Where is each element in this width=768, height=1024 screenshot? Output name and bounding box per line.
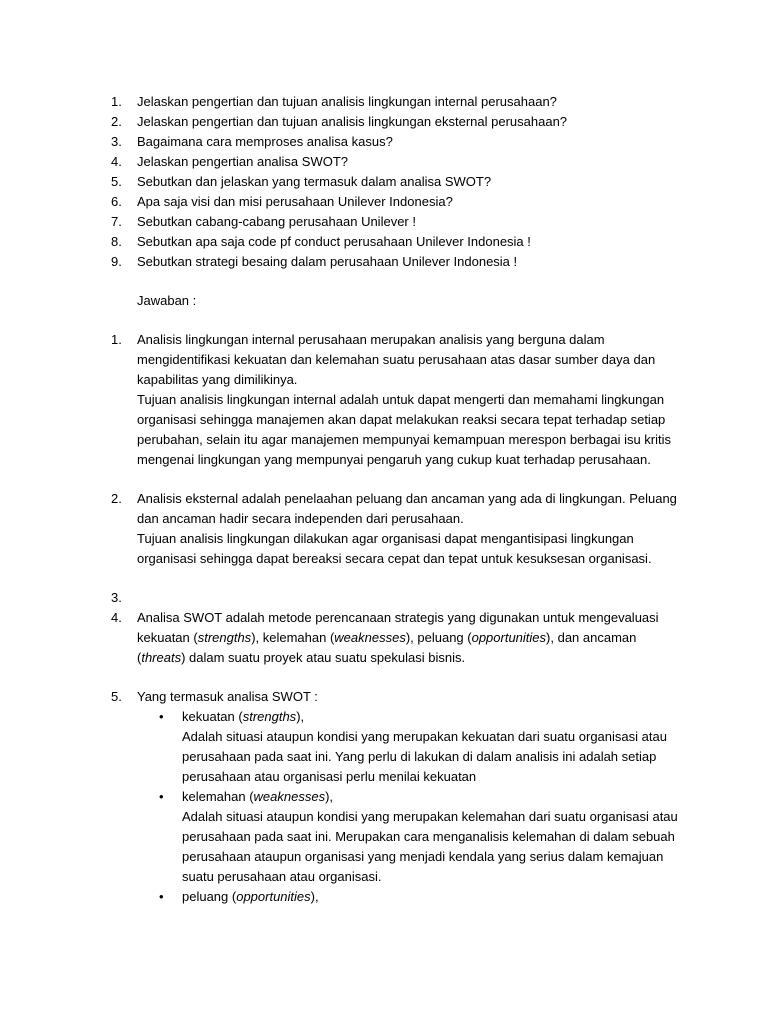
answer-paragraph: Tujuan analisis lingkungan internal adalah untuk dapat mengerti dan memahami lingkungan organisasi sehingga manajemen akan dapat melakukan reaksi secara tepat terhadap setiap perubahan, selain itu agar manajemen mempunyai kemampuan merespon berbagai isu kritis mengenai lingkungan yang mempunyai pengaruh yang cukup kuat terhadap perusahaan. xyxy=(137,392,672,467)
question-item xyxy=(0,252,697,272)
answer-3 xyxy=(0,588,682,608)
answer-2 xyxy=(0,489,682,569)
question-item xyxy=(0,232,697,252)
term-threats: threats xyxy=(141,650,182,665)
swot-bullet-list xyxy=(137,707,682,907)
term-weaknesses: weaknesses xyxy=(253,789,326,804)
answer-paragraph: Analisis lingkungan internal perusahaan merupakan analisis yang berguna dalam mengidentifikasi kekuatan dan kelemahan suatu perusahaan atas dasar sumber daya dan kapabilitas yang dimilikinya. xyxy=(137,332,656,387)
swot-item-strengths xyxy=(137,707,692,787)
answer-1 xyxy=(0,330,682,470)
question-number: 8. xyxy=(111,234,122,249)
answer-paragraph: Analisis eksternal adalah penelaahan peluang dan ancaman yang ada di lingkungan. Peluang dan ancaman hadir secara independen dari perusahaan. xyxy=(137,491,677,526)
question-text: Jelaskan pengertian dan tujuan analisis lingkungan eksternal perusahaan? xyxy=(137,114,568,129)
swot-item-title xyxy=(182,887,692,907)
question-number: 5. xyxy=(111,174,122,189)
question-number: 2. xyxy=(111,114,122,129)
question-text: Bagaimana cara memproses analisa kasus? xyxy=(137,134,393,149)
swot-item-opportunities xyxy=(137,887,692,907)
answer-paragraph: Tujuan analisis lingkungan dilakukan agar organisasi dapat mengantisipasi lingkungan organisasi sehingga dapat bereaksi secara cepat dan tepat untuk kesuksesan organisasi. xyxy=(137,531,652,566)
question-text: Jelaskan pengertian analisa SWOT? xyxy=(137,154,349,169)
question-text: Sebutkan cabang-cabang perusahaan Unilever ! xyxy=(137,214,416,229)
text-run: ) dalam suatu proyek atau suatu spekulasi bisnis. xyxy=(181,650,466,665)
answer-5 xyxy=(0,687,682,907)
term-strengths: strengths xyxy=(197,630,252,645)
question-number: 7. xyxy=(111,214,122,229)
question-number: 1. xyxy=(111,94,122,109)
question-number: 6. xyxy=(111,194,122,209)
text-run: Analisa SWOT adalah metode perencanaan strategis yang digunakan untuk mengevaluasi kekuatan ( xyxy=(137,610,659,645)
bullet-icon: • xyxy=(159,709,164,724)
text-run: ), xyxy=(310,889,319,904)
bullet-icon: • xyxy=(159,889,164,904)
swot-item-title xyxy=(182,707,692,727)
question-number: 9. xyxy=(111,254,122,269)
question-item xyxy=(0,132,697,152)
question-text: Jelaskan pengertian dan tujuan analisis lingkungan internal perusahaan? xyxy=(137,94,557,109)
question-text: Sebutkan dan jelaskan yang termasuk dalam analisa SWOT? xyxy=(137,174,492,189)
answer-paragraph xyxy=(137,608,682,668)
answer-number: 4. xyxy=(111,610,122,625)
answer-number: 2. xyxy=(111,491,122,506)
swot-item-weaknesses xyxy=(137,787,692,887)
question-text: Sebutkan strategi besaing dalam perusahaan Unilever Indonesia ! xyxy=(137,254,518,269)
question-text: Apa saja visi dan misi perusahaan Unilever Indonesia? xyxy=(137,194,453,209)
question-number: 3. xyxy=(111,134,122,149)
text-run: kelemahan ( xyxy=(182,789,254,804)
answer-intro: Yang termasuk analisa SWOT : xyxy=(137,689,318,704)
text-run: ), dan ancaman ( xyxy=(137,630,637,665)
answer-number: 5. xyxy=(111,689,122,704)
text-run: peluang ( xyxy=(182,889,237,904)
question-item xyxy=(0,192,697,212)
question-number: 4. xyxy=(111,154,122,169)
answer-number: 1. xyxy=(111,332,122,347)
term-strengths: strengths xyxy=(242,709,297,724)
answer-number: 3. xyxy=(111,590,122,605)
question-item xyxy=(0,172,697,192)
swot-item-description: Adalah situasi ataupun kondisi yang merupakan kekuatan dari suatu organisasi atau perusahaan pada saat ini. Yang perlu di lakukan di dalam analisis ini adalah setiap perusahaan atau organisasi perlu menilai kekuatan xyxy=(182,729,667,784)
jawaban-heading: Jawaban : xyxy=(137,293,197,308)
question-list xyxy=(0,92,697,272)
question-item xyxy=(0,152,697,172)
term-opportunities: opportunities xyxy=(471,630,547,645)
text-run: kekuatan ( xyxy=(182,709,243,724)
term-opportunities: opportunities xyxy=(236,889,311,904)
answer-4 xyxy=(0,608,682,668)
question-text: Sebutkan apa saja code pf conduct perusahaan Unilever Indonesia ! xyxy=(137,234,531,249)
text-run: ), peluang ( xyxy=(405,630,472,645)
swot-item-description: Adalah situasi ataupun kondisi yang merupakan kelemahan dari suatu organisasi atau perusahaan pada saat ini. Merupakan cara menganalisis kelemahan di dalam sebuah perusahaan ataupun organisasi yang menjadi kendala yang serius dalam kemajuan suatu perusahaan atau organisasi. xyxy=(182,809,678,884)
text-run: ), xyxy=(296,709,305,724)
term-weaknesses: weaknesses xyxy=(334,630,406,645)
question-item xyxy=(0,212,697,232)
question-item xyxy=(0,112,697,132)
swot-item-title xyxy=(182,787,692,807)
answer-list xyxy=(0,330,682,907)
text-run: ), kelemahan ( xyxy=(251,630,335,645)
text-run: ), xyxy=(325,789,334,804)
question-item xyxy=(0,92,697,112)
bullet-icon: • xyxy=(159,789,164,804)
